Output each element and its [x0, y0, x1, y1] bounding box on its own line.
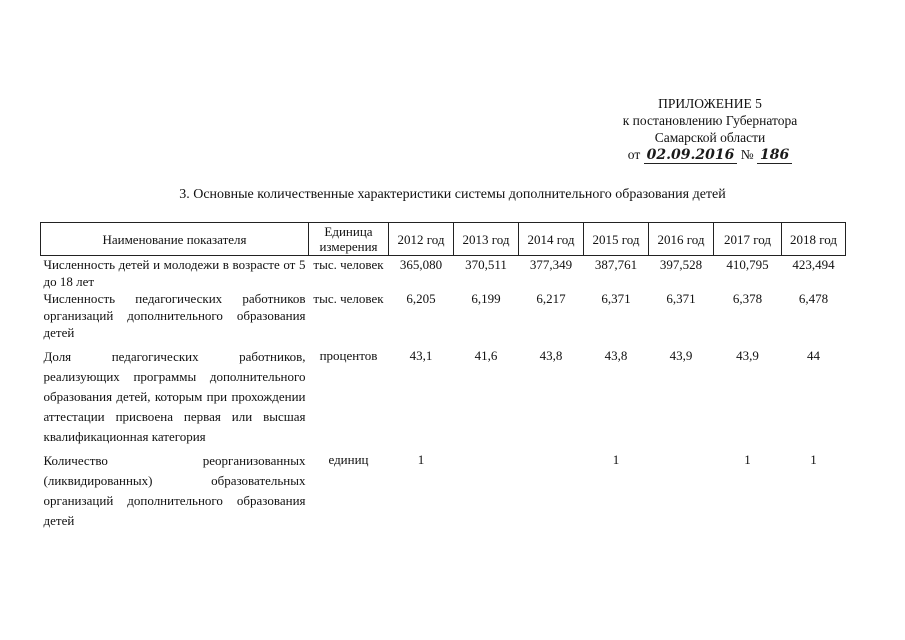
table-row: [41, 256, 846, 291]
header-unit: Единица измерения: [309, 223, 389, 256]
indicator-value: 43,1: [409, 348, 433, 363]
indicator-value: 6,217: [536, 291, 566, 306]
table-row: [41, 290, 846, 341]
indicator-value: 1: [417, 452, 425, 467]
indicator-value: 1: [810, 452, 817, 467]
indicator-value: 6,371: [601, 291, 631, 306]
indicator-value: 41,6: [474, 348, 498, 363]
indicator-value: 6,205: [406, 291, 436, 306]
indicator-value: 43,8: [604, 348, 628, 363]
indicator-value: 397,528: [659, 257, 703, 272]
header-year: 2017 год: [714, 223, 782, 256]
document-title: 3. Основные количественные характеристики системы дополнительного образования детей: [179, 187, 726, 202]
indicator-value: 43,8: [539, 348, 563, 363]
header-year: 2015 год: [584, 223, 649, 256]
indicator-value: [649, 447, 714, 531]
appendix-title: ПРИЛОЖЕНИЕ 5: [658, 96, 762, 111]
header-indicator-name: Наименование показателя: [41, 223, 309, 256]
indicator-name: Численность педагогических работников организаций дополнительного образования детей: [43, 291, 306, 340]
table-header-row: [41, 223, 846, 256]
indicator-value: 6,478: [798, 291, 829, 306]
indicator-unit: тыс. человек: [313, 257, 384, 272]
indicator-value: [519, 447, 584, 531]
header-year: 2016 год: [649, 223, 714, 256]
indicator-value: [454, 447, 519, 531]
appendix-subtitle: к постановлению Губернатора: [622, 113, 798, 128]
header-year: 2012 год: [389, 223, 454, 256]
table-row: [41, 447, 846, 531]
decree-date-line: [600, 146, 820, 164]
indicator-name: Количество реорганизованных (ликвидированных) образовательных организаций дополнительного образования детей: [43, 453, 306, 528]
appendix-region: Самарской области: [654, 130, 766, 145]
header-year: 2014 год: [519, 223, 584, 256]
indicator-value: 387,761: [594, 257, 638, 272]
indicator-value: 410,795: [726, 257, 769, 272]
indicator-value: 44: [807, 348, 820, 363]
indicators-table: [40, 222, 846, 531]
indicator-unit: единиц: [328, 452, 369, 467]
indicator-value: 1: [612, 452, 620, 467]
header-year: 2018 год: [782, 223, 846, 256]
appendix-header: [600, 95, 820, 164]
indicator-value: 43,9: [736, 348, 759, 363]
indicator-name: Доля педагогических работников, реализующих программы дополнительного образования детей, которым при прохождении аттестации присвоена первая или высшая квалификационная категория: [43, 349, 306, 444]
indicator-name: Численность детей и молодежи в возрасте от 5 до 18 лет: [43, 257, 306, 289]
number-prefix: №: [740, 147, 754, 162]
indicator-unit: тыс. человек: [313, 291, 384, 306]
indicator-value: 6,371: [666, 291, 696, 306]
date-prefix: от: [627, 147, 641, 162]
indicator-value: 1: [744, 452, 751, 467]
indicator-value: 6,199: [471, 291, 501, 306]
decree-number: 186: [757, 147, 792, 164]
header-year: 2013 год: [454, 223, 519, 256]
indicator-value: 377,349: [529, 257, 573, 272]
indicator-value: 365,080: [399, 257, 443, 272]
indicator-value: 43,9: [669, 348, 693, 363]
indicator-value: 370,511: [465, 257, 507, 272]
indicator-value: 423,494: [792, 257, 835, 272]
decree-date: 02.09.2016: [644, 147, 738, 164]
indicator-value: 6,378: [732, 291, 763, 306]
table-row: [41, 341, 846, 447]
indicator-unit: процентов: [319, 348, 378, 363]
